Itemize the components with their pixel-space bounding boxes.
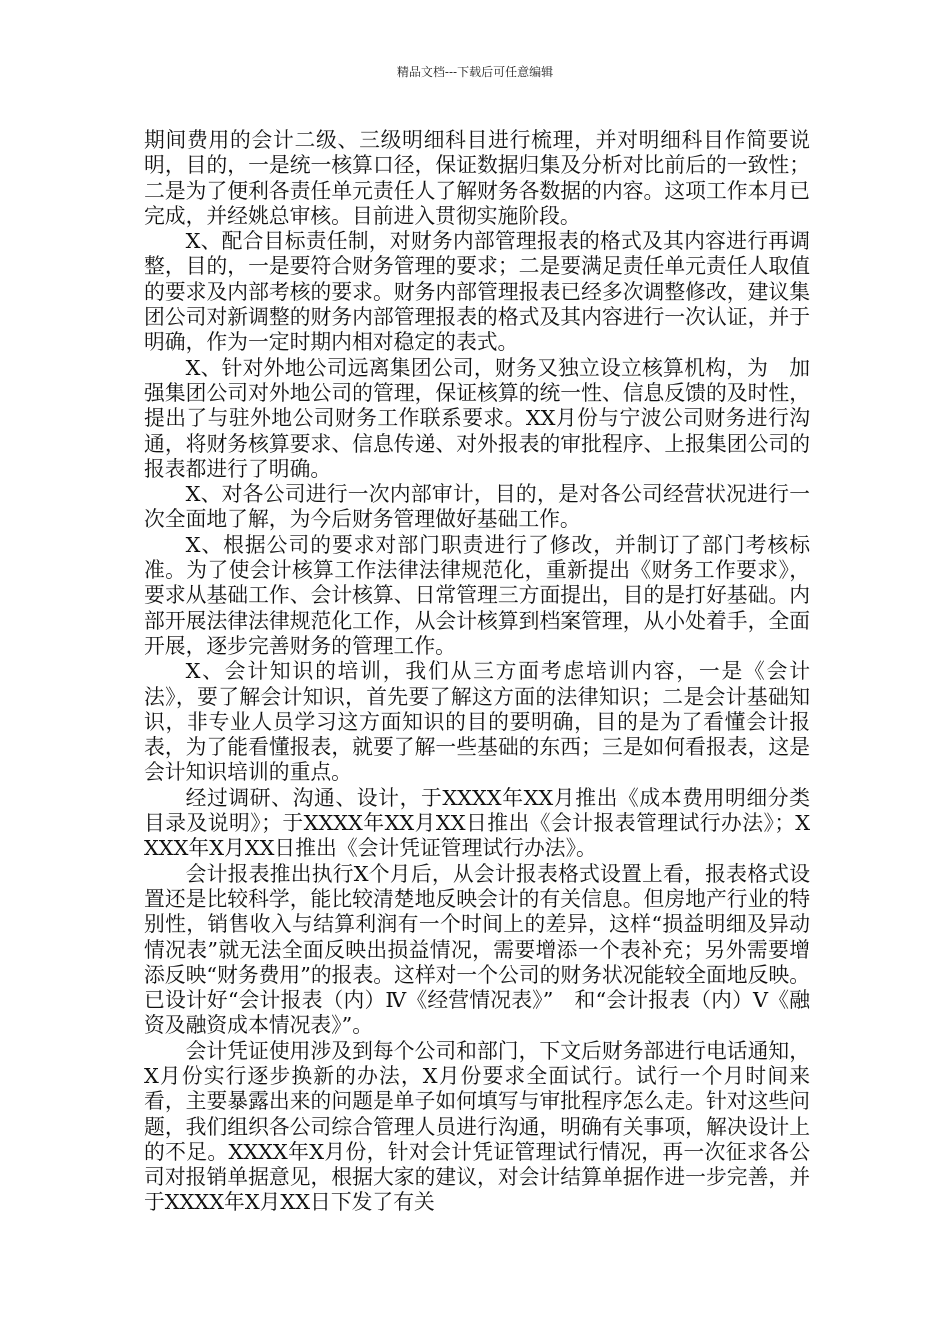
document-body bbox=[144, 128, 810, 1216]
page-header: 精品文档---下载后可任意编辑 bbox=[396, 65, 554, 79]
paragraph-policies-released: 经过调研、沟通、设计，于XXXX年XX月推出《成本费用明细分类目录及说明》；于XXXX年XX月XX日推出《会计报表管理试行办法》；XXXX年X月XX日推出《会计凭证管理试行办法》。 bbox=[144, 785, 810, 861]
paragraph-accounting-training: X、会计知识的培训，我们从三方面考虑培训内容，一是《会计法》，要了解会计知识，首先要了解这方面的法律知识；二是会计基础知识，非专业人员学习这方面知识的目的要明确，目的是为了看懂会计报表，为了能看懂报表，就要了解一些基础的东西；三是如何看报表，这是会计知识培训的重点。 bbox=[144, 659, 810, 785]
paragraph-internal-audit: X、对各公司进行一次内部审计，目的，是对各公司经营状况进行一次全面地了解，为今后财务管理做好基础工作。 bbox=[144, 482, 810, 532]
paragraph-report-format: X、配合目标责任制，对财务内部管理报表的格式及其内容进行再调整，目的，一是要符合财务管理的要求；二是要满足责任单元责任人取值的要求及内部考核的要求。财务内部管理报表已经多次调整修改，建议集团公司对新调整的财务内部管理报表的格式及其内容进行一次认证，并于明确，作为一定时期内相对稳定的表式。 bbox=[144, 229, 810, 355]
paragraph-continued: 期间费用的会计二级、三级明细科目进行梳理，并对明细科目作简要说明，目的，一是统一核算口径，保证数据归集及分析对比前后的一致性；二是为了便利各责任单元责任人了解财务各数据的内容。这项工作本月已完成，并经姚总审核。目前进入贯彻实施阶段。 bbox=[144, 128, 810, 228]
paragraph-remote-companies: X、针对外地公司远离集团公司，财务又独立设立核算机构，为 加强集团公司对外地公司的管理，保证核算的统一性、信息反馈的及时性，提出了与驻外地公司财务工作联系要求。XX月份与宁波公司财务进行沟通，将财务核算要求、信息传递、对外报表的审批程序、上报集团公司的报表都进行了明确。 bbox=[144, 355, 810, 481]
paragraph-voucher-usage: 会计凭证使用涉及到每个公司和部门，下文后财务部进行电话通知，X月份实行逐步换新的办法，X月份要求全面试行。试行一个月时间来看，主要暴露出来的问题是单子如何填写与审批程序怎么走。针对这些问题，我们组织各公司综合管理人员进行沟通，明确有关事项，解决设计上的不足。XXXX年X月份，针对会计凭证管理试行情况，再一次征求各公司对报销单据意见，根据大家的建议，对会计结算单据作进一步完善，并于XXXX年X月XX日下发了有关 bbox=[144, 1038, 810, 1215]
paragraph-department-duties: X、根据公司的要求对部门职责进行了修改，并制订了部门考核标准。为了使会计核算工作法律法律规范化，重新提出《财务工作要求》，要求从基础工作、会计核算、日常管理三方面提出，目的是打好基础。内部开展法律法律规范化工作，从会计核算到档案管理，从小处着手，全面开展，逐步完善财务的管理工作。 bbox=[144, 532, 810, 658]
paragraph-report-evaluation: 会计报表推出执行X个月后，从会计报表格式设置上看，报表格式设置还是比较科学，能比较清楚地反映会计的有关信息。但房地产行业的特别性，销售收入与结算利润有一个时间上的差异，这样“损益明细及异动情况表”就无法全面反映出损益情况，需要增添一个表补充；另外需要增添反映“财务费用”的报表。这样对一个公司的财务状况能较全面地反映。已设计好“会计报表（内）Ⅳ《经营情况表》” 和“会计报表（内）Ⅴ《融资及融资成本情况表》”。 bbox=[144, 861, 810, 1038]
